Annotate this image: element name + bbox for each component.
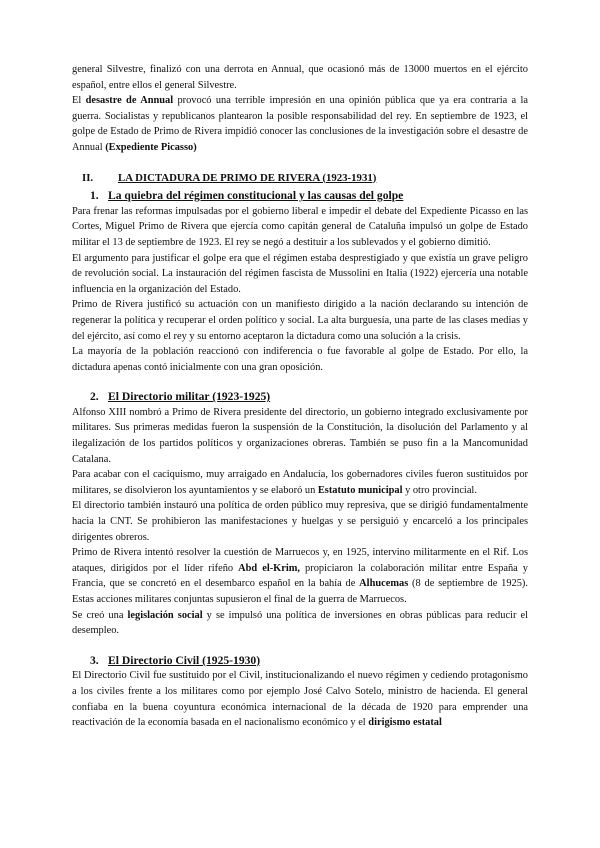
spacer bbox=[72, 375, 528, 389]
section-number: II. bbox=[82, 171, 94, 184]
subsection-heading-3 bbox=[90, 653, 528, 669]
sub2-paragraph-2 bbox=[72, 467, 528, 498]
document-page bbox=[72, 62, 528, 731]
estatuto-municipal-bold: Estatuto municipal bbox=[317, 484, 403, 496]
intro-paragraph-1: general Silvestre, finalizó con una derrota en Annual, que ocasionó más de 13000 muertos en el ejército español, entre ellos el general Silvestre. bbox=[72, 64, 528, 91]
subsection-title-text: La quiebra del régimen constitucional y las causas del golpe bbox=[108, 189, 404, 203]
sub2-p2-a: Para acabar con el caciquismo, muy arraigado en Andalucía, los gobernadores civiles fueron sustituidos por militares, se disolvieron los ayuntamientos y se elaboró un bbox=[72, 469, 528, 496]
legislacion-social-bold: legislación social bbox=[127, 609, 203, 621]
sub2-paragraph-4 bbox=[72, 545, 528, 607]
sub1-paragraph-2: El argumento para justificar el golpe era que el régimen estaba desprestigiado y que existía un grave peligro de revolución social. La instauración del régimen fascista de Mussolini en Italia (1922) ejercería una notable influencia en la organización del Estado. bbox=[72, 252, 528, 295]
subsection-title-text: El Directorio Civil (1925-1930) bbox=[108, 653, 261, 667]
sub2-p4-e: (8 de septiembre de 1925). Estas acciones militares conjuntas supusieron el final de la guerra de Marruecos. bbox=[72, 578, 528, 605]
sub1-paragraph-3: Primo de Rivera justificó su actuación con un manifiesto dirigido a la nación declarando su intención de regenerar la política y recuperar el orden político y social. La alta burguesía, una parte de las clases medias y del ejército, así como el rey y su entorno aceptaron la dictadura como una solución a la crisis. bbox=[72, 299, 528, 342]
subsection-number: 1. bbox=[90, 189, 99, 203]
abd-el-krim-bold: Abd el-Krim, bbox=[238, 562, 301, 574]
desastre-annual-bold: desastre de Annual bbox=[85, 95, 174, 107]
subsection-heading-2 bbox=[90, 389, 528, 405]
sub3-p1-a: El Directorio Civil fue sustituido por el Civil, institucionalizando el nuevo régimen y cediendo protagonismo a los civiles frente a los militares como por ejemplo José Calvo Sotelo, ministro de hacienda. El general confiaba en la buena coyuntura económica internacional de la década de 1920 para emprender una reactivación de la economía basada en el nacionalismo económico y el bbox=[72, 670, 528, 729]
intro-paragraph-2 bbox=[72, 93, 528, 155]
sub1-paragraph-1: Para frenar las reformas impulsadas por el gobierno liberal e impedir el debate del Expediente Picasso en las Cortes, Miguel Primo de Rivera que ejercía como capitán general de Cataluña impulsó un golpe de Estado militar el 13 de septiembre de 1923. El rey se negó a destituir a los sublevados y el gobierno dimitió. bbox=[72, 205, 528, 248]
subsection-number: 2. bbox=[90, 390, 99, 404]
section-title-text: LA DICTADURA DE PRIMO DE RIVERA (1923-1931) bbox=[118, 171, 377, 184]
sub2-p2-c: y otro provincial. bbox=[402, 484, 477, 496]
sub2-p4-a: Primo de Rivera intentó resolver la cuestión de Marruecos y, en 1925, intervino militarmente en el Rif. Los ataques, dirigidos por el líder rifeño bbox=[72, 547, 528, 574]
subsection-heading-1 bbox=[90, 188, 528, 204]
sub3-paragraph-1 bbox=[72, 668, 528, 730]
subsection-title-text: El Directorio militar (1923-1925) bbox=[108, 390, 271, 404]
section-heading-2 bbox=[82, 171, 528, 187]
expediente-picasso-bold: (Expediente Picasso) bbox=[105, 141, 197, 153]
sub2-paragraph-5 bbox=[72, 608, 528, 639]
intro-p2-a: El bbox=[72, 95, 86, 107]
sub1-paragraph-4: La mayoría de la población reaccionó con indiferencia o fue favorable al golpe de Estado. Por ello, la dictadura apenas contó inicialmente con una gran oposición. bbox=[72, 346, 528, 373]
dirigismo-estatal-bold: dirigismo estatal bbox=[368, 717, 442, 729]
sub2-p5-a: Se creó una bbox=[72, 609, 128, 621]
sub2-paragraph-3: El directorio también instauró una política de orden público muy represiva, que se dirigió fundamentalmente hacia la CNT. Se prohibieron las manifestaciones y huelgas y se persiguió y encarceló a los principales dirigentes obreros. bbox=[72, 500, 528, 543]
sub2-p5-c: y se impulsó una política de inversiones en obras públicas para reducir el desempleo. bbox=[72, 609, 528, 637]
sub2-paragraph-1: Alfonso XIII nombró a Primo de Rivera presidente del directorio, un gobierno integrado exclusivamente por militares. Sus primeras medidas fueron la suspensión de la Constitución, la disolución del Parlamento y al ilegalización de los partidos políticos y organizaciones obreras. También se puso fin a la Mancomunidad Catalana. bbox=[72, 406, 528, 465]
spacer bbox=[72, 639, 528, 653]
sub2-p4-c: propiciaron la colaboración militar entre España y Francia, que se concretó en el desembarco español en la bahía de bbox=[72, 562, 528, 590]
intro-p2-c: provocó una terrible impresión en una opinión pública que ya era contraria a la guerra. Socialistas y republicanos plantearon la posible responsabilidad del rey. En septiembre de 1923, el golpe de Estado de Primo de Rivera impidió conocer las conclusiones de la investigación sobre el desastre de Annual bbox=[72, 95, 528, 153]
subsection-number: 3. bbox=[90, 653, 99, 667]
alhucemas-bold: Alhucemas bbox=[359, 578, 409, 590]
